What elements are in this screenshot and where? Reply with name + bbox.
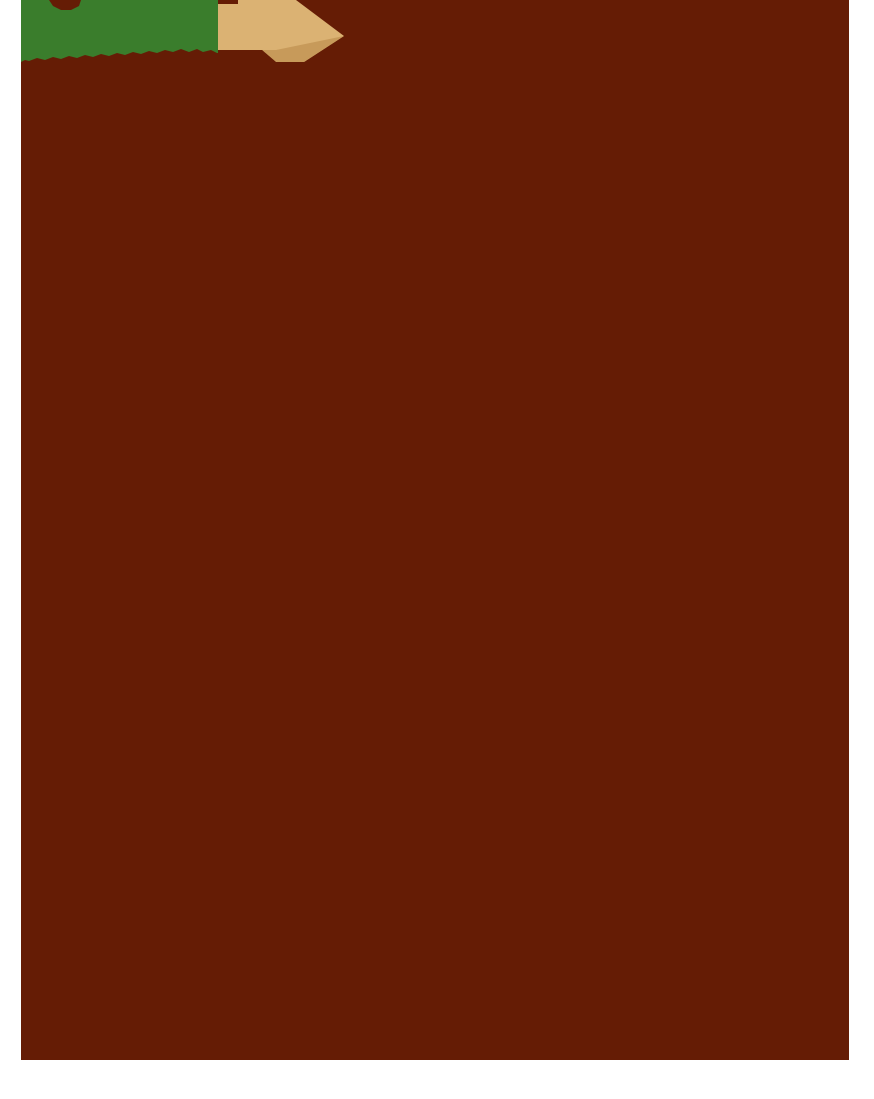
content-panel (21, 0, 849, 1060)
green-blob-shape (21, 0, 221, 72)
tan-arrow-shape (218, 0, 344, 72)
